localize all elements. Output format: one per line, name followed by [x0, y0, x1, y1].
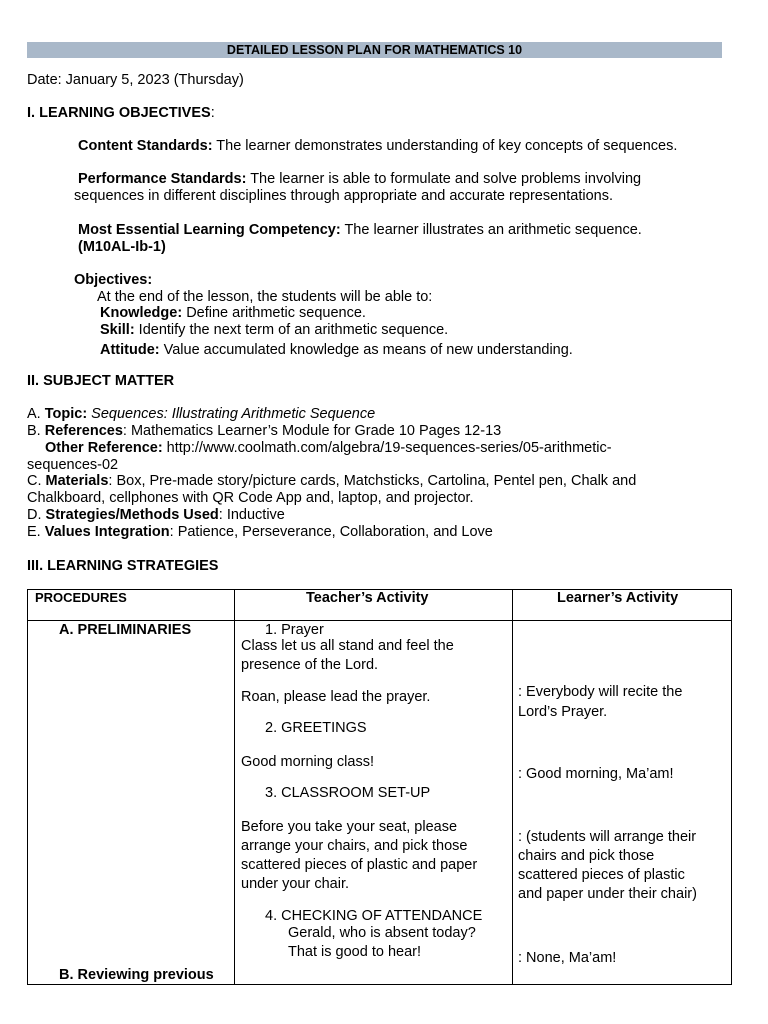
- section-subject-matter-heading: II. SUBJECT MATTER: [27, 373, 175, 389]
- objective-attitude: [100, 342, 573, 358]
- teacher-prayer: 1. Prayer: [265, 622, 324, 638]
- values-label: Values Integration: [44, 524, 170, 540]
- learner-setup-line1: : (students will arrange their: [518, 829, 697, 845]
- materials-line2: Chalkboard, cellphones with QR Code App and, laptop, and projector.: [27, 490, 474, 506]
- strategies-text: : Inductive: [218, 507, 285, 523]
- content-standards-text: The learner demonstrates understanding of key concepts of sequences.: [212, 138, 678, 154]
- other-reference-link[interactable]: http://www.coolmath.com/algebra/19-sequences-series/05-arithmetic-: [162, 440, 612, 456]
- materials-label: Materials: [45, 473, 109, 489]
- learner-setup-line4: and paper under their chair): [518, 886, 697, 902]
- teacher-setup-line1: Before you take your seat, please: [241, 819, 458, 835]
- section-heading-text: I. LEARNING OBJECTIVES: [27, 105, 211, 121]
- materials-prefix: C.: [27, 473, 46, 489]
- objective-knowledge: [100, 305, 366, 321]
- teacher-roan: Roan, please lead the prayer.: [241, 689, 431, 705]
- learner-prayer-line2: Lord’s Prayer.: [518, 704, 608, 720]
- topic-line: [27, 406, 375, 422]
- table-divider-1: [234, 589, 235, 985]
- topic-label: Topic:: [44, 406, 88, 422]
- objectives-intro: At the end of the lesson, the students will be able to:: [97, 289, 433, 305]
- learner-setup-line2: chairs and pick those: [518, 848, 655, 864]
- objectives-label: Objectives:: [74, 272, 153, 288]
- heading-colon: :: [210, 105, 215, 121]
- col-header-teacher: Teacher’s Activity: [306, 590, 429, 606]
- references-line: [27, 423, 501, 439]
- teacher-attendance-line2: That is good to hear!: [288, 944, 421, 960]
- knowledge-text: Define arithmetic sequence.: [182, 305, 366, 321]
- topic-prefix: A.: [27, 406, 45, 422]
- teacher-greetings: 2. GREETINGS: [265, 720, 367, 736]
- values-prefix: E.: [27, 524, 45, 540]
- performance-standards: [78, 171, 641, 187]
- strategies-prefix: D.: [27, 507, 46, 523]
- document-title: DETAILED LESSON PLAN FOR MATHEMATICS 10: [27, 42, 722, 58]
- skill-text: Identify the next term of an arithmetic sequence.: [134, 322, 449, 338]
- ref-prefix: B.: [27, 423, 45, 439]
- teacher-attendance-line1: Gerald, who is absent today?: [288, 925, 476, 941]
- section-learning-strategies-heading: III. LEARNING STRATEGIES: [27, 558, 219, 574]
- strategies-label: Strategies/Methods Used: [45, 507, 219, 523]
- teacher-setup: 3. CLASSROOM SET-UP: [265, 785, 431, 801]
- values-text: : Patience, Perseverance, Collaboration, and Love: [169, 524, 493, 540]
- teacher-setup-line2: arrange your chairs, and pick those: [241, 838, 468, 854]
- topic-text: Sequences: Illustrating Arithmetic Sequence: [87, 406, 376, 422]
- learner-greet: : Good morning, Ma’am!: [518, 766, 674, 782]
- melc-label: Most Essential Learning Competency:: [78, 222, 341, 238]
- learner-prayer-line1: : Everybody will recite the: [518, 684, 683, 700]
- teacher-prayer-line1: Class let us all stand and feel the: [241, 638, 454, 654]
- performance-standards-label: Performance Standards:: [78, 171, 247, 187]
- content-standards: [78, 138, 677, 154]
- materials-text: : Box, Pre-made story/picture cards, Matchsticks, Cartolina, Pentel pen, Chalk and: [108, 473, 637, 489]
- procedure-reviewing: B. Reviewing previous: [59, 967, 214, 983]
- melc-code: (M10AL-Ib-1): [78, 239, 166, 255]
- performance-standards-line2: sequences in different disciplines through appropriate and accurate representations.: [74, 188, 613, 204]
- objective-skill: [100, 322, 448, 338]
- skill-label: Skill:: [100, 322, 135, 338]
- teacher-setup-line3: scattered pieces of plastic and paper: [241, 857, 478, 873]
- teacher-good-morning: Good morning class!: [241, 754, 374, 770]
- attitude-label: Attitude:: [100, 342, 160, 358]
- values-line: [27, 524, 493, 540]
- other-reference-line: [45, 440, 612, 456]
- teacher-setup-line4: under your chair.: [241, 876, 350, 892]
- col-header-learner: Learner’s Activity: [557, 590, 679, 606]
- melc-text: The learner illustrates an arithmetic sequence.: [340, 222, 642, 238]
- table-divider-2: [512, 589, 513, 985]
- section-learning-objectives-heading: [27, 105, 215, 121]
- materials-line: [27, 473, 636, 489]
- table-header-divider: [27, 620, 732, 621]
- content-standards-label: Content Standards:: [78, 138, 213, 154]
- knowledge-label: Knowledge:: [100, 305, 183, 321]
- learner-setup-line3: scattered pieces of plastic: [518, 867, 685, 883]
- teacher-prayer-line2: presence of the Lord.: [241, 657, 379, 673]
- other-reference-line2[interactable]: sequences-02: [27, 457, 119, 473]
- learner-none: : None, Ma’am!: [518, 950, 617, 966]
- teacher-attendance: 4. CHECKING OF ATTENDANCE: [265, 908, 483, 924]
- other-reference-label: Other Reference:: [45, 440, 163, 456]
- col-header-procedures: PROCEDURES: [35, 590, 127, 605]
- strategies-line: [27, 507, 285, 523]
- lesson-date: Date: January 5, 2023 (Thursday): [27, 72, 244, 88]
- references-text: : Mathematics Learner’s Module for Grade 10 Pages 12-13: [122, 423, 502, 439]
- procedure-preliminaries: A. PRELIMINARIES: [59, 622, 192, 638]
- attitude-text: Value accumulated knowledge as means of new understanding.: [159, 342, 573, 358]
- performance-standards-text: The learner is able to formulate and solve problems involving: [246, 171, 642, 187]
- melc: [78, 222, 642, 238]
- references-label: References: [44, 423, 123, 439]
